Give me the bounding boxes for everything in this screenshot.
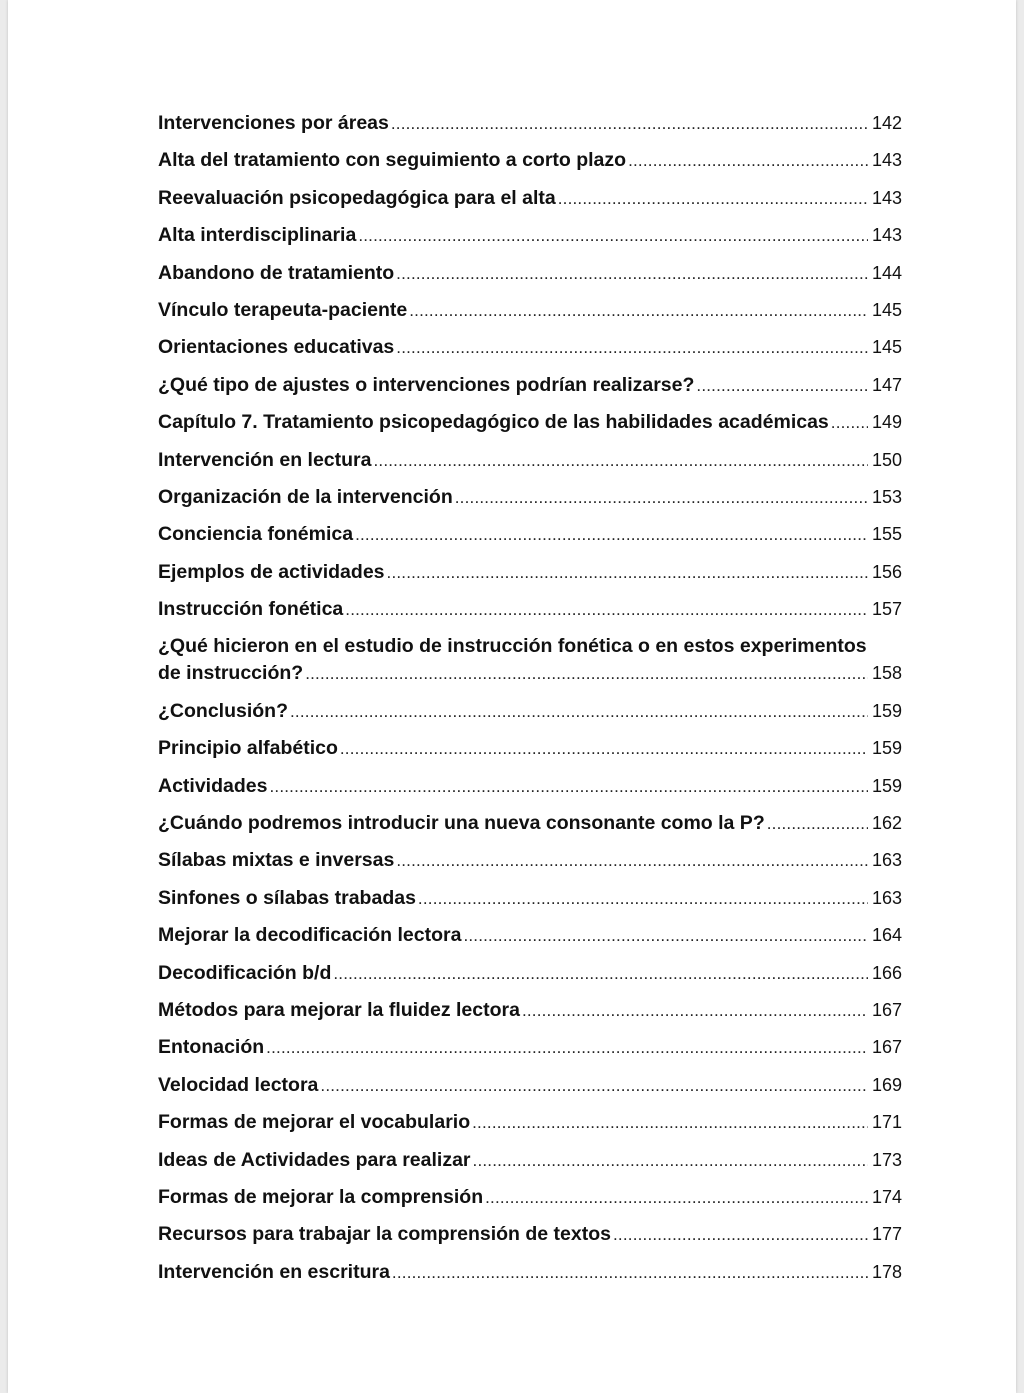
toc-entry-line bbox=[158, 887, 902, 910]
toc-entry bbox=[158, 254, 902, 291]
toc-entry-line bbox=[158, 486, 902, 509]
toc-entry-page-number: 143 bbox=[871, 150, 902, 171]
toc-entry-title: Conciencia fonémica bbox=[158, 523, 354, 546]
toc-entry-page-number: 142 bbox=[871, 113, 902, 133]
toc-entry-title: Organización de la intervención bbox=[158, 485, 453, 508]
dot-leader bbox=[767, 814, 868, 834]
toc-entry-line bbox=[158, 1149, 902, 1172]
dot-leader bbox=[305, 664, 868, 684]
toc-entry-page-number: 159 bbox=[871, 738, 902, 759]
toc-entry bbox=[158, 553, 902, 590]
toc-entry-title: Orientaciones educativas bbox=[158, 336, 395, 359]
toc-entry-page-number: 143 bbox=[871, 187, 902, 208]
toc-entry-line bbox=[158, 523, 902, 546]
toc-entry-line bbox=[158, 187, 902, 210]
toc-entry-page-number: 167 bbox=[871, 999, 902, 1020]
toc-entry bbox=[158, 403, 902, 440]
toc-entry-line bbox=[158, 1223, 902, 1246]
toc-entry-title: Principio alfabético bbox=[158, 737, 338, 760]
toc-entry-title: ¿Conclusión? bbox=[158, 699, 288, 722]
toc-entry-line bbox=[158, 1111, 902, 1134]
toc-entry bbox=[158, 1253, 902, 1290]
toc-entry-line bbox=[158, 662, 902, 685]
toc-entry bbox=[158, 366, 902, 403]
dot-leader bbox=[358, 226, 868, 246]
toc-entry-title: Métodos para mejorar la fluidez lectora bbox=[158, 998, 520, 1021]
toc-entry-title: Decodificación b/d bbox=[158, 961, 332, 984]
toc-entry-title: Intervención en escritura bbox=[158, 1260, 390, 1283]
toc-entry-title: Entonación bbox=[158, 1036, 265, 1059]
dot-leader bbox=[473, 1151, 868, 1171]
toc-entry-title: de instrucción? bbox=[158, 662, 304, 685]
toc-entry bbox=[158, 1066, 902, 1103]
toc-entry-page-number: 177 bbox=[871, 1224, 902, 1245]
toc-entry-page-number: 150 bbox=[871, 449, 902, 470]
toc-entry-page-number: 156 bbox=[871, 561, 902, 582]
toc-entry bbox=[158, 991, 902, 1028]
dot-leader bbox=[628, 151, 868, 171]
toc-entry-page-number: 169 bbox=[871, 1074, 902, 1095]
dot-leader bbox=[396, 338, 868, 358]
toc-entry-page-number: 173 bbox=[871, 1149, 902, 1170]
toc-entry-line bbox=[158, 1261, 902, 1284]
toc-entry-title: Ejemplos de actividades bbox=[158, 560, 385, 583]
dot-leader bbox=[345, 600, 868, 620]
toc-entry-line bbox=[158, 224, 902, 247]
toc-entry-page-number: 143 bbox=[871, 225, 902, 246]
dot-leader bbox=[290, 702, 868, 722]
dot-leader bbox=[266, 1038, 868, 1058]
toc-entry-page-number: 178 bbox=[871, 1261, 902, 1282]
toc-entry-line bbox=[158, 737, 902, 760]
toc-entry-line bbox=[158, 775, 902, 798]
toc-entry-title: Intervención en lectura bbox=[158, 448, 372, 471]
toc-entry bbox=[158, 767, 902, 804]
toc-entry-title: Instrucción fonética bbox=[158, 598, 344, 621]
toc-entry bbox=[158, 1028, 902, 1065]
toc-entry-page-number: 164 bbox=[871, 925, 902, 946]
toc-entry bbox=[158, 179, 902, 216]
toc-entry-page-number: 158 bbox=[871, 663, 902, 684]
dot-leader bbox=[485, 1188, 868, 1208]
toc-entry bbox=[158, 441, 902, 478]
toc-entry-title: Recursos para trabajar la comprensión de textos bbox=[158, 1223, 611, 1246]
toc-entry-line bbox=[158, 1186, 902, 1209]
toc-entry bbox=[158, 590, 902, 627]
toc-entry-title: Actividades bbox=[158, 774, 268, 797]
toc-entry-title: Vínculo terapeuta-paciente bbox=[158, 298, 408, 321]
toc-entry-line bbox=[158, 149, 902, 172]
dot-leader bbox=[387, 563, 868, 583]
toc-entry bbox=[158, 1178, 902, 1215]
toc-entry-title: Ideas de Actividades para realizar bbox=[158, 1148, 471, 1171]
toc-entry bbox=[158, 841, 902, 878]
dot-leader bbox=[373, 451, 867, 471]
toc-entry-page-number: 153 bbox=[871, 486, 902, 507]
toc-entry-line bbox=[158, 561, 902, 584]
toc-entry-title: Sílabas mixtas e inversas bbox=[158, 849, 395, 872]
toc-entry-line bbox=[158, 598, 902, 621]
dot-leader bbox=[269, 777, 867, 797]
dot-leader bbox=[333, 964, 868, 984]
toc-entry-line bbox=[158, 962, 902, 985]
dot-leader bbox=[831, 413, 868, 433]
toc-entry bbox=[158, 879, 902, 916]
toc-entry-title: Alta del tratamiento con seguimiento a corto plazo bbox=[158, 149, 627, 172]
toc-entry-title: Alta interdisciplinaria bbox=[158, 224, 357, 247]
toc-entry-line bbox=[158, 924, 902, 947]
toc-entry-title: Abandono de tratamiento bbox=[158, 261, 395, 284]
toc-entry-page-number: 145 bbox=[871, 299, 902, 320]
dot-leader bbox=[558, 189, 868, 209]
toc-entry-page-number: 159 bbox=[871, 700, 902, 721]
toc-entry-line bbox=[158, 812, 902, 835]
toc-entry-page-number: 163 bbox=[871, 850, 902, 871]
toc-entry bbox=[158, 291, 902, 328]
toc-entry-page-number: 149 bbox=[871, 412, 902, 433]
toc-entry bbox=[158, 729, 902, 766]
toc-entry bbox=[158, 141, 902, 178]
toc-entry-title: ¿Qué tipo de ajustes o intervenciones podrían realizarse? bbox=[158, 373, 695, 396]
toc-entry-title: ¿Cuándo podremos introducir una nueva consonante como la P? bbox=[158, 812, 765, 835]
dot-leader bbox=[392, 1263, 868, 1283]
toc-entry-title: Formas de mejorar la comprensión bbox=[158, 1185, 484, 1208]
toc-entry bbox=[158, 692, 902, 729]
dot-leader bbox=[355, 525, 868, 545]
dot-leader bbox=[320, 1076, 868, 1096]
toc-entry bbox=[158, 1141, 902, 1178]
toc-entry bbox=[158, 916, 902, 953]
toc-entry-page-number: 162 bbox=[871, 813, 902, 834]
toc-entry bbox=[158, 478, 902, 515]
toc-entry-title-line1: ¿Qué hicieron en el estudio de instrucción fonética o en estos experimentos bbox=[158, 635, 867, 658]
toc-entry bbox=[158, 1215, 902, 1252]
toc-entry-page-number: 166 bbox=[871, 962, 902, 983]
dot-leader bbox=[391, 114, 868, 134]
dot-leader bbox=[455, 488, 868, 508]
toc-entry-line bbox=[158, 299, 902, 322]
toc-entry-page-number: 147 bbox=[871, 374, 902, 395]
dot-leader bbox=[418, 889, 868, 909]
toc-entry-page-number: 157 bbox=[871, 599, 902, 620]
toc-entry-page-number: 145 bbox=[871, 337, 902, 358]
toc-entry-line bbox=[158, 449, 902, 472]
dot-leader bbox=[696, 376, 868, 396]
dot-leader bbox=[340, 739, 868, 759]
dot-leader bbox=[463, 926, 868, 946]
toc-entry-line bbox=[158, 336, 902, 359]
toc-entry bbox=[158, 627, 902, 691]
toc-entry bbox=[158, 216, 902, 253]
toc-entry-line bbox=[158, 374, 902, 397]
toc-entry bbox=[158, 954, 902, 991]
toc-entry-page-number: 163 bbox=[871, 887, 902, 908]
toc-entry-page-number: 167 bbox=[871, 1037, 902, 1058]
toc-entry-title: Reevaluación psicopedagógica para el alta bbox=[158, 186, 556, 209]
toc-entry-title: Capítulo 7. Tratamiento psicopedagógico de las habilidades académicas bbox=[158, 411, 829, 434]
toc-entry-page-number: 159 bbox=[871, 775, 902, 796]
toc-entry-line bbox=[158, 999, 902, 1022]
table-of-contents bbox=[158, 104, 902, 1290]
toc-entry bbox=[158, 804, 902, 841]
dot-leader bbox=[613, 1225, 868, 1245]
toc-entry-page-number: 155 bbox=[871, 524, 902, 545]
toc-entry-page-number: 174 bbox=[871, 1186, 902, 1207]
dot-leader bbox=[472, 1113, 868, 1133]
toc-entry-page-number: 144 bbox=[871, 262, 902, 283]
toc-entry bbox=[158, 328, 902, 365]
toc-entry-title: Formas de mejorar el vocabulario bbox=[158, 1111, 471, 1134]
toc-entry-line bbox=[158, 1036, 902, 1059]
dot-leader bbox=[396, 264, 868, 284]
toc-entry bbox=[158, 1103, 902, 1140]
toc-entry-title: Mejorar la decodificación lectora bbox=[158, 924, 462, 947]
toc-entry-title: Sinfones o sílabas trabadas bbox=[158, 886, 416, 909]
toc-entry bbox=[158, 104, 902, 141]
dot-leader bbox=[409, 301, 868, 321]
toc-entry-title: Velocidad lectora bbox=[158, 1073, 319, 1096]
toc-entry-line bbox=[158, 112, 902, 135]
toc-entry-line bbox=[158, 262, 902, 285]
document-page bbox=[8, 0, 1016, 1393]
toc-entry bbox=[158, 515, 902, 552]
toc-entry-page-number: 171 bbox=[871, 1112, 902, 1133]
toc-entry-title: Intervenciones por áreas bbox=[158, 112, 389, 134]
toc-entry-line bbox=[158, 1074, 902, 1097]
dot-leader bbox=[396, 851, 868, 871]
toc-entry-line bbox=[158, 849, 902, 872]
dot-leader bbox=[522, 1001, 868, 1021]
toc-entry-line bbox=[158, 411, 902, 434]
toc-entry-line bbox=[158, 700, 902, 723]
